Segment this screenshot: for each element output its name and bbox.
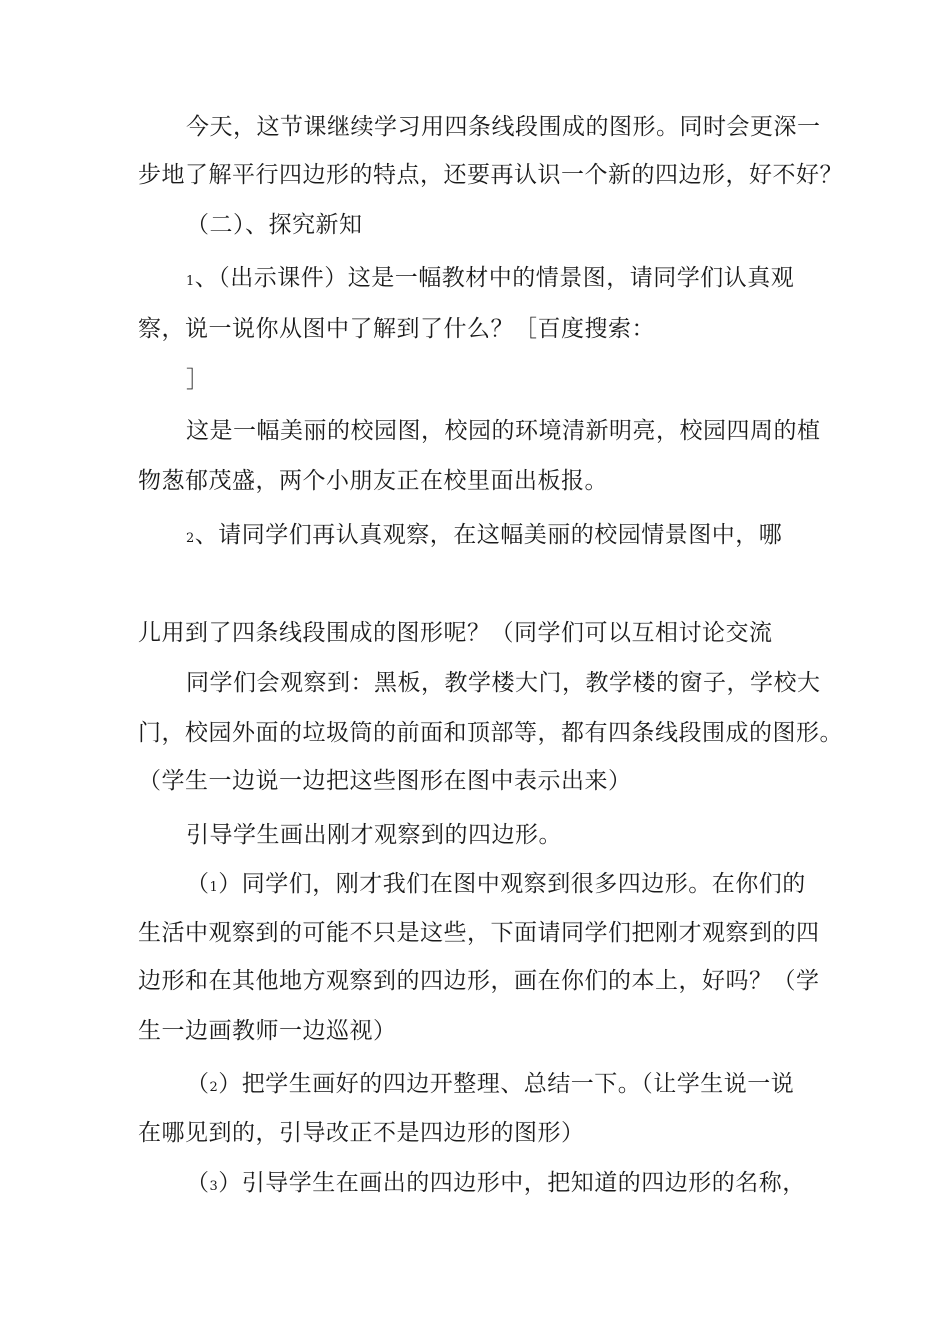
paragraph-line — [186, 1069, 794, 1103]
line-text: 物葱郁茂盛，两个小朋友正在校里面出板报。 — [138, 468, 608, 494]
line-text: 生一边画教师一边巡视） — [138, 1018, 397, 1044]
list-number: 2 — [209, 1080, 219, 1095]
paragraph-line — [138, 766, 632, 796]
line-text: 儿用到了四条线段围成的图形呢？（同学们可以互相讨论交流 — [138, 620, 773, 646]
line-text: 边形和在其他地方观察到的四边形，画在你们的本上，好吗？（学 — [138, 968, 820, 994]
line-text: 门，校园外面的垃圾筒的前面和顶部等，都有四条线段围成的图形。 — [138, 720, 843, 746]
list-number: 1 — [186, 274, 195, 289]
line-text: 、（出示课件）这是一幅教材中的情景图，请同学们认真观 — [194, 265, 795, 291]
paragraph-line — [186, 112, 821, 142]
line-text: ］ — [186, 367, 210, 393]
paragraph-line — [138, 618, 773, 648]
paragraph-line — [186, 668, 821, 698]
paragraph-line — [138, 718, 843, 748]
line-text: （二）、探究新知 — [186, 212, 363, 238]
paragraph-line — [138, 314, 655, 344]
line-text: ）引导学生在画出的四边形中，把知道的四边形的名称， — [218, 1170, 806, 1196]
paragraph-line — [138, 160, 843, 190]
line-text: 步地了解平行四边形的特点，还要再认识一个新的四边形，好不好？ — [138, 162, 843, 188]
list-paren: （ — [186, 1170, 210, 1196]
list-number: 2 — [186, 531, 195, 546]
line-text: 生活中观察到的可能不只是这些，下面请同学们把刚才观察到的四 — [138, 920, 820, 946]
paragraph-line — [186, 1168, 806, 1202]
paragraph-line — [138, 966, 820, 996]
line-text: （学生一边说一边把这些图形在图中表示出来） — [138, 768, 632, 794]
line-text: 察，说一说你从图中了解到了什么？［百度搜索： — [138, 316, 655, 342]
paragraph-line — [138, 466, 608, 496]
list-paren: （ — [186, 1071, 210, 1097]
list-paren: （ — [186, 871, 210, 897]
list-number: 3 — [209, 1179, 219, 1194]
paragraph-line — [186, 365, 210, 395]
line-text: 今天，这节课继续学习用四条线段围成的图形。同时会更深一 — [186, 114, 821, 140]
line-text: 这是一幅美丽的校园图，校园的环境清新明亮，校园四周的植 — [186, 418, 821, 444]
line-text: 引导学生画出刚才观察到的四边形。 — [186, 822, 562, 848]
section-heading — [186, 210, 363, 240]
line-text: 在哪见到的，引导改正不是四边形的图形） — [138, 1120, 585, 1146]
line-text: ）把学生画好的四边开整理、总结一下。（让学生说一说 — [218, 1071, 795, 1097]
paragraph-line — [186, 263, 794, 297]
paragraph-line — [186, 869, 806, 903]
list-number: 1 — [209, 880, 219, 895]
paragraph-line — [186, 820, 562, 850]
paragraph-line — [138, 1016, 397, 1046]
paragraph-line — [186, 520, 782, 554]
line-text: ）同学们，刚才我们在图中观察到很多四边形。在你们的 — [218, 871, 806, 897]
paragraph-line — [138, 1118, 585, 1148]
line-text: 同学们会观察到：黑板，教学楼大门，教学楼的窗子，学校大 — [186, 670, 821, 696]
paragraph-line — [138, 918, 820, 948]
line-text: 、请同学们再认真观察，在这幅美丽的校园情景图中，哪 — [194, 522, 783, 548]
paragraph-line — [186, 416, 821, 446]
